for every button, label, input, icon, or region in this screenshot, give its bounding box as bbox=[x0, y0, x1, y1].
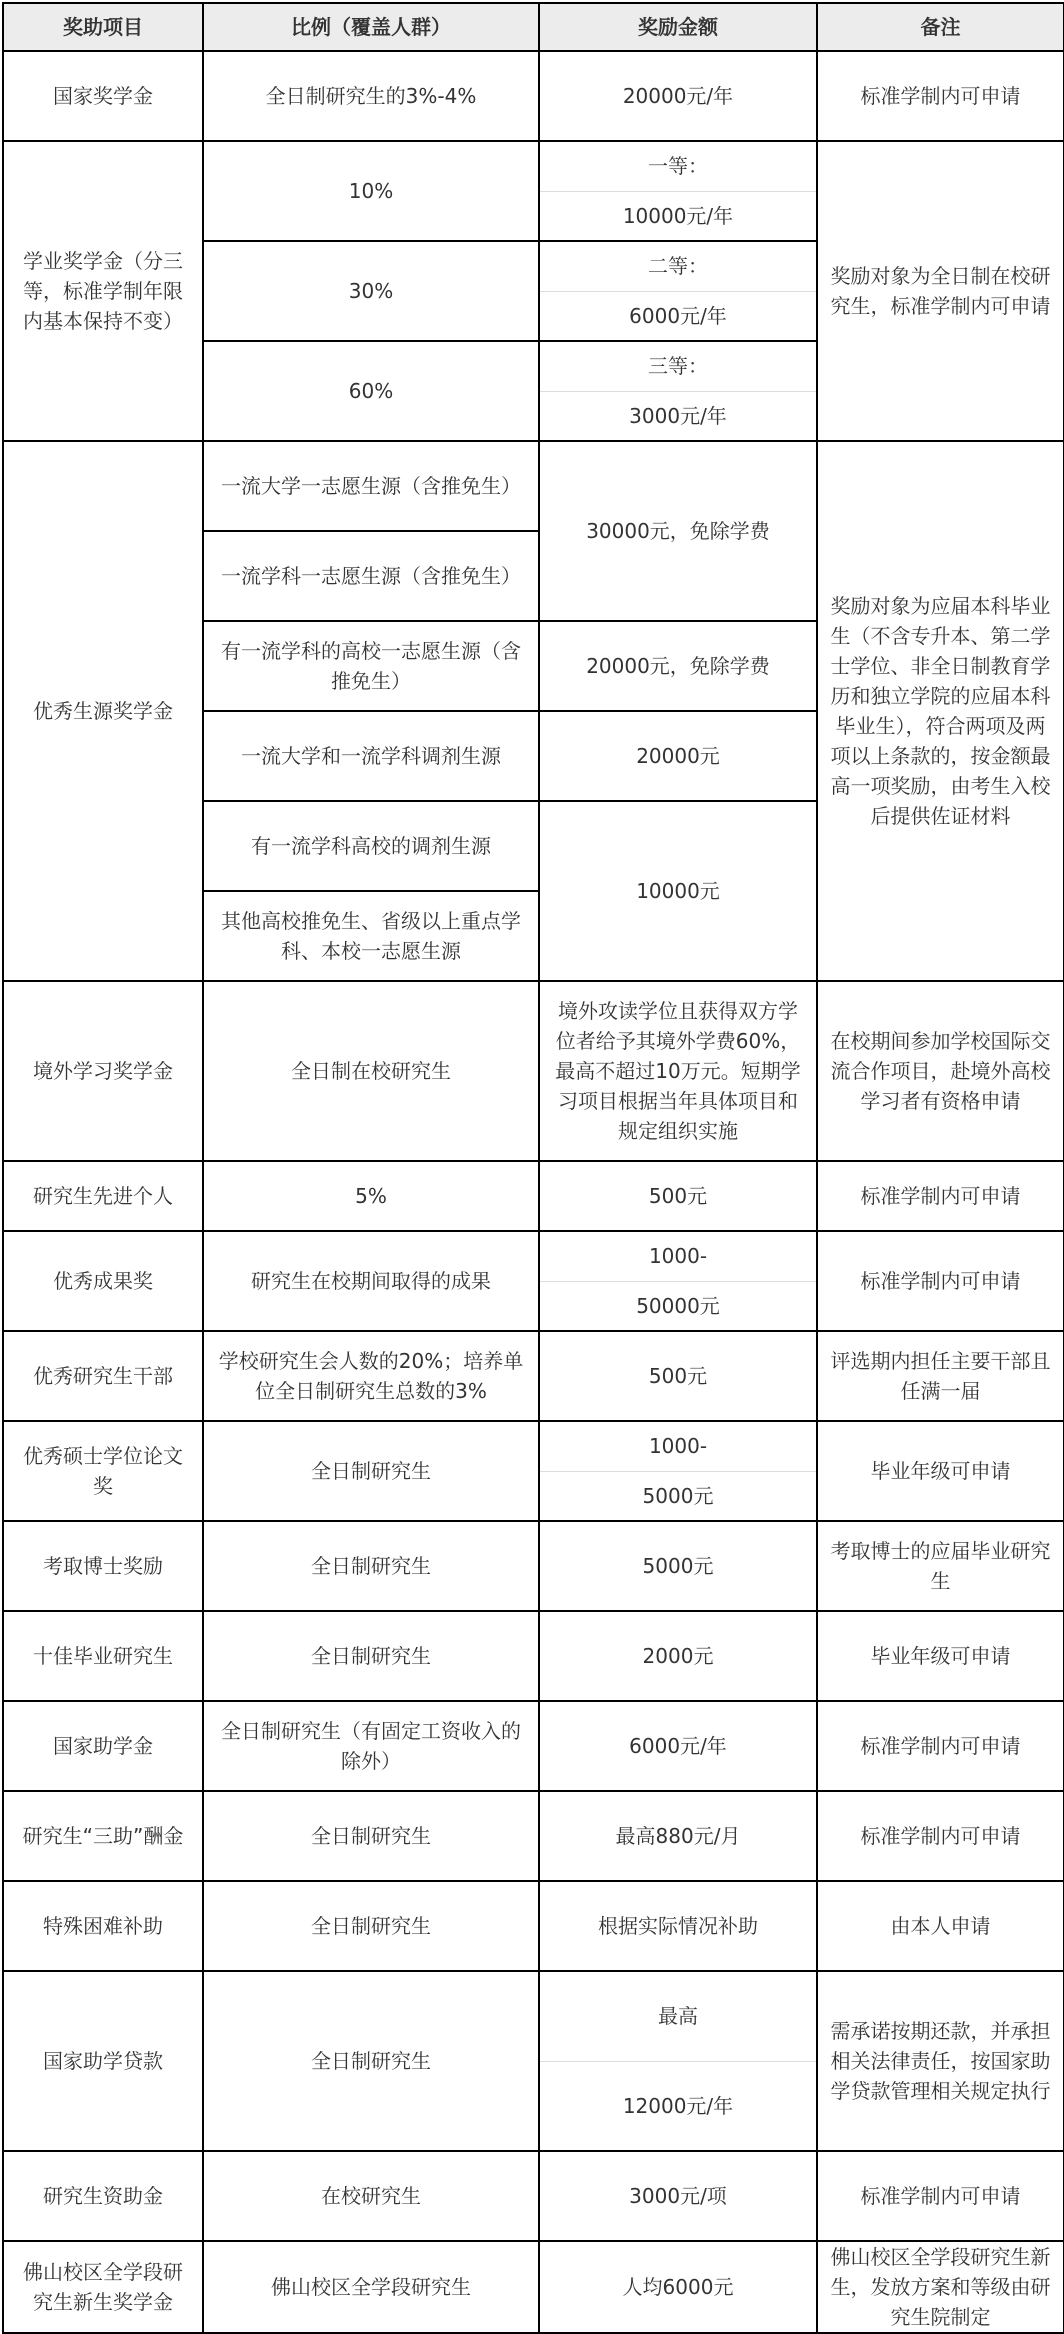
scope-cell: 全日制在校研究生 bbox=[203, 981, 539, 1161]
header-amount: 奖励金额 bbox=[539, 3, 817, 51]
note-cell: 考取博士的应届毕业研究生 bbox=[817, 1521, 1064, 1611]
table-row bbox=[3, 1611, 1064, 1701]
amount-cell: 2000元 bbox=[539, 1611, 817, 1701]
note-cell: 需承诺按期还款，并承担相关法律责任，按国家助学贷款管理相关规定执行 bbox=[817, 1971, 1064, 2151]
tier-level: 三等： bbox=[539, 341, 817, 391]
table-row bbox=[3, 2241, 1064, 2333]
amount-cell: 500元 bbox=[539, 1161, 817, 1231]
scope-cell: 60% bbox=[203, 341, 539, 441]
amount-cell: 5000元 bbox=[539, 1521, 817, 1611]
scope-cell: 有一流学科高校的调剂生源 bbox=[203, 801, 539, 891]
note-cell: 标准学制内可申请 bbox=[817, 1701, 1064, 1791]
project-name: 国家助学金 bbox=[3, 1701, 203, 1791]
project-name: 优秀硕士学位论文奖 bbox=[3, 1421, 203, 1521]
note-cell: 标准学制内可申请 bbox=[817, 1231, 1064, 1331]
scope-cell: 全日制研究生（有固定工资收入的除外） bbox=[203, 1701, 539, 1791]
project-name: 学业奖学金（分三等，标准学制年限内基本保持不变） bbox=[3, 141, 203, 441]
scope-cell: 全日制研究生 bbox=[203, 1971, 539, 2151]
project-name: 研究生“三助”酬金 bbox=[3, 1791, 203, 1881]
table-row bbox=[3, 1421, 1064, 1471]
amount-cell: 20000元 bbox=[539, 711, 817, 801]
scope-cell: 一流大学一志愿生源（含推免生） bbox=[203, 441, 539, 531]
table-row bbox=[3, 1701, 1064, 1791]
amount-cell: 1000- bbox=[539, 1231, 817, 1281]
amount-cell: 50000元 bbox=[539, 1281, 817, 1331]
amount-cell: 20000元，免除学费 bbox=[539, 621, 817, 711]
amount-cell: 5000元 bbox=[539, 1471, 817, 1521]
amount-cell: 3000元/年 bbox=[539, 391, 817, 441]
scope-cell: 佛山校区全学段研究生 bbox=[203, 2241, 539, 2333]
project-name: 国家奖学金 bbox=[3, 51, 203, 141]
amount-cell: 最高880元/月 bbox=[539, 1791, 817, 1881]
amount-cell: 30000元，免除学费 bbox=[539, 441, 817, 621]
note-cell: 奖励对象为全日制在校研究生，标准学制内可申请 bbox=[817, 141, 1064, 441]
header-project: 奖助项目 bbox=[3, 3, 203, 51]
amount-cell: 3000元/项 bbox=[539, 2151, 817, 2241]
table-row bbox=[3, 1521, 1064, 1611]
scope-cell: 全日制研究生 bbox=[203, 1611, 539, 1701]
note-cell: 由本人申请 bbox=[817, 1881, 1064, 1971]
scope-cell: 一流学科一志愿生源（含推免生） bbox=[203, 531, 539, 621]
header-row bbox=[3, 3, 1064, 51]
scope-cell: 全日制研究生的3%-4% bbox=[203, 51, 539, 141]
scholarship-table bbox=[2, 2, 1064, 2334]
table-row bbox=[3, 1881, 1064, 1971]
note-cell: 毕业年级可申请 bbox=[817, 1421, 1064, 1521]
amount-cell: 12000元/年 bbox=[539, 2061, 817, 2151]
project-name: 十佳毕业研究生 bbox=[3, 1611, 203, 1701]
note-cell: 标准学制内可申请 bbox=[817, 1161, 1064, 1231]
amount-cell: 1000- bbox=[539, 1421, 817, 1471]
amount-cell: 境外攻读学位且获得双方学位者给予其境外学费60%，最高不超过10万元。短期学习项目根据当年具体项目和规定组织实施 bbox=[539, 981, 817, 1161]
table-row bbox=[3, 1231, 1064, 1281]
scope-cell: 其他高校推免生、省级以上重点学科、本校一志愿生源 bbox=[203, 891, 539, 981]
amount-cell: 20000元/年 bbox=[539, 51, 817, 141]
scope-cell: 全日制研究生 bbox=[203, 1521, 539, 1611]
project-name: 考取博士奖励 bbox=[3, 1521, 203, 1611]
note-cell: 标准学制内可申请 bbox=[817, 51, 1064, 141]
project-name: 优秀生源奖学金 bbox=[3, 441, 203, 981]
note-cell: 评选期内担任主要干部且任满一届 bbox=[817, 1331, 1064, 1421]
table-row bbox=[3, 981, 1064, 1161]
amount-cell: 6000元/年 bbox=[539, 1701, 817, 1791]
note-cell: 标准学制内可申请 bbox=[817, 2151, 1064, 2241]
table-row bbox=[3, 1331, 1064, 1421]
scope-cell: 全日制研究生 bbox=[203, 1881, 539, 1971]
project-name: 特殊困难补助 bbox=[3, 1881, 203, 1971]
project-name: 国家助学贷款 bbox=[3, 1971, 203, 2151]
amount-cell: 500元 bbox=[539, 1331, 817, 1421]
scope-cell: 学校研究生会人数的20%；培养单位全日制研究生总数的3% bbox=[203, 1331, 539, 1421]
project-name: 研究生先进个人 bbox=[3, 1161, 203, 1231]
table-row bbox=[3, 1161, 1064, 1231]
amount-cell: 根据实际情况补助 bbox=[539, 1881, 817, 1971]
scope-cell: 研究生在校期间取得的成果 bbox=[203, 1231, 539, 1331]
tier-level: 一等： bbox=[539, 141, 817, 191]
scope-cell: 30% bbox=[203, 241, 539, 341]
table-row bbox=[3, 2151, 1064, 2241]
table-row bbox=[3, 141, 1064, 191]
note-cell: 在校期间参加学校国际交流合作项目，赴境外高校学习者有资格申请 bbox=[817, 981, 1064, 1161]
scope-cell: 10% bbox=[203, 141, 539, 241]
note-cell: 标准学制内可申请 bbox=[817, 1791, 1064, 1881]
tier-level: 二等： bbox=[539, 241, 817, 291]
scope-cell: 在校研究生 bbox=[203, 2151, 539, 2241]
table-row bbox=[3, 1971, 1064, 2061]
scope-cell: 一流大学和一流学科调剂生源 bbox=[203, 711, 539, 801]
scope-cell: 全日制研究生 bbox=[203, 1421, 539, 1521]
project-name: 研究生资助金 bbox=[3, 2151, 203, 2241]
project-name: 优秀成果奖 bbox=[3, 1231, 203, 1331]
amount-cell: 6000元/年 bbox=[539, 291, 817, 341]
header-note: 备注 bbox=[817, 3, 1064, 51]
project-name: 优秀研究生干部 bbox=[3, 1331, 203, 1421]
scope-cell: 有一流学科的高校一志愿生源（含推免生） bbox=[203, 621, 539, 711]
note-cell: 奖励对象为应届本科毕业生（不含专升本、第二学士学位、非全日制教育学历和独立学院的应届本科毕业生），符合两项及两项以上条款的，按金额最高一项奖励，由考生入校后提供佐证材料 bbox=[817, 441, 1064, 981]
project-name: 境外学习奖学金 bbox=[3, 981, 203, 1161]
note-cell: 佛山校区全学段研究生新生，发放方案和等级由研究生院制定 bbox=[817, 2241, 1064, 2333]
amount-cell: 10000元 bbox=[539, 801, 817, 981]
amount-cell: 人均6000元 bbox=[539, 2241, 817, 2333]
amount-cell: 10000元/年 bbox=[539, 191, 817, 241]
table-row bbox=[3, 441, 1064, 531]
table-row bbox=[3, 1791, 1064, 1881]
amount-cell: 最高 bbox=[539, 1971, 817, 2061]
header-scope: 比例（覆盖人群） bbox=[203, 3, 539, 51]
scope-cell: 全日制研究生 bbox=[203, 1791, 539, 1881]
table-row bbox=[3, 51, 1064, 141]
note-cell: 毕业年级可申请 bbox=[817, 1611, 1064, 1701]
project-name: 佛山校区全学段研究生新生奖学金 bbox=[3, 2241, 203, 2333]
scope-cell: 5% bbox=[203, 1161, 539, 1231]
